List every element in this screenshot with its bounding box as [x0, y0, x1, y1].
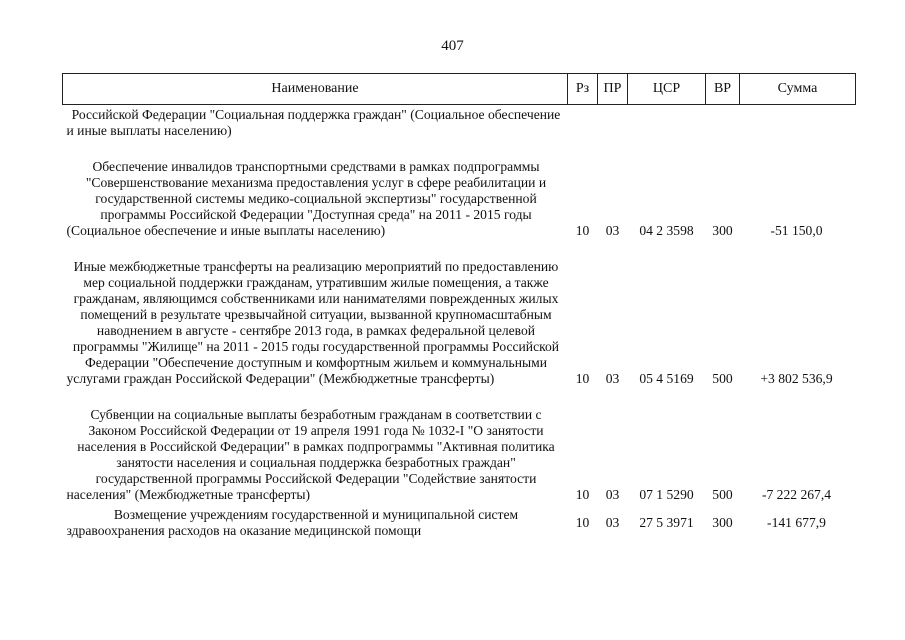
row-sum: +3 802 536,9 [760, 371, 833, 386]
header-pr: ПР [598, 74, 628, 105]
row-name: Субвенции на социальные выплаты безработным гражданам в соответствии с Законом Российской Федерации от 19 апреля 1991 года № 1032-I "О занятости населения в Российской Федерации" в рамках подпрограммы "Активная политика занятости населения и социальная поддержка безработных граждан" государственной программы Российской Федерации "Содействие занятости населения" (Межбюджетные трансферты) [66, 407, 555, 502]
row-csr: 07 1 5290 [639, 487, 694, 502]
row-pr: 03 [605, 371, 620, 386]
row-rz: 10 [575, 515, 590, 530]
row-pr [598, 105, 628, 140]
row-vr: 500 [712, 371, 733, 386]
row-csr: 27 5 3971 [639, 515, 694, 530]
row-name: Обеспечение инвалидов транспортными средствами в рамках подпрограммы "Совершенствование механизма предоставления услуг в сфере реабилитации и государственной системы медико-социальной экспертизы" государственной программы Российской Федерации "Доступная среда" на 2011 - 2015 годы (Социальное обеспечение и иные выплаты населению) [66, 159, 547, 238]
table-row [63, 387, 856, 503]
header-name: Наименование [63, 74, 568, 105]
row-vr: 500 [712, 487, 733, 502]
row-pr: 03 [605, 515, 620, 530]
row-sum [740, 105, 856, 140]
budget-table [62, 73, 856, 539]
row-pr: 03 [605, 223, 620, 238]
table-row [63, 239, 856, 387]
row-csr: 04 2 3598 [639, 223, 694, 238]
row-pr: 03 [605, 487, 620, 502]
row-name: Иные межбюджетные трансферты на реализацию мероприятий по предоставлению мер социальной поддержки гражданам, утратившим жилые помещения, а также гражданам, являющимся собственниками или нанимателями поврежденных жилых помещений в результате чрезвычайной ситуации, вызванной крупномасштабным наводнением в августе - сентябре 2013 года, в рамках федеральной целевой программы "Жилище" на 2011 - 2015 годы государственной программы Российской Федерации "Обеспечение доступным и комфортным жильем и коммунальными услугами граждан Российской Федерации" (Межбюджетные трансферты) [66, 259, 560, 386]
row-rz: 10 [575, 223, 590, 238]
table-row [63, 139, 856, 239]
row-csr: 05 4 5169 [639, 371, 694, 386]
row-vr: 300 [712, 223, 733, 238]
header-vr: ВР [706, 74, 740, 105]
row-sum: -51 150,0 [770, 223, 823, 238]
row-name: Российской Федерации "Социальная поддержка граждан" (Социальное обеспечение и иные выплаты населению) [66, 107, 561, 138]
row-rz: 10 [575, 371, 590, 386]
table-row [63, 503, 856, 539]
row-rz [568, 105, 598, 140]
table-header-row [63, 74, 856, 105]
row-name: Возмещение учреждениям государственной и муниципальной систем здравоохранения расходов на оказание медицинской помощи [66, 507, 519, 538]
table-row [63, 105, 856, 140]
header-csr: ЦСР [628, 74, 706, 105]
row-vr: 300 [712, 515, 733, 530]
page-number: 407 [441, 38, 464, 54]
row-vr [706, 105, 740, 140]
row-sum: -141 677,9 [767, 515, 826, 530]
header-rz: Рз [568, 74, 598, 105]
row-sum: -7 222 267,4 [761, 487, 832, 502]
row-rz: 10 [575, 487, 590, 502]
row-csr [628, 105, 706, 140]
header-sum: Сумма [740, 74, 856, 105]
